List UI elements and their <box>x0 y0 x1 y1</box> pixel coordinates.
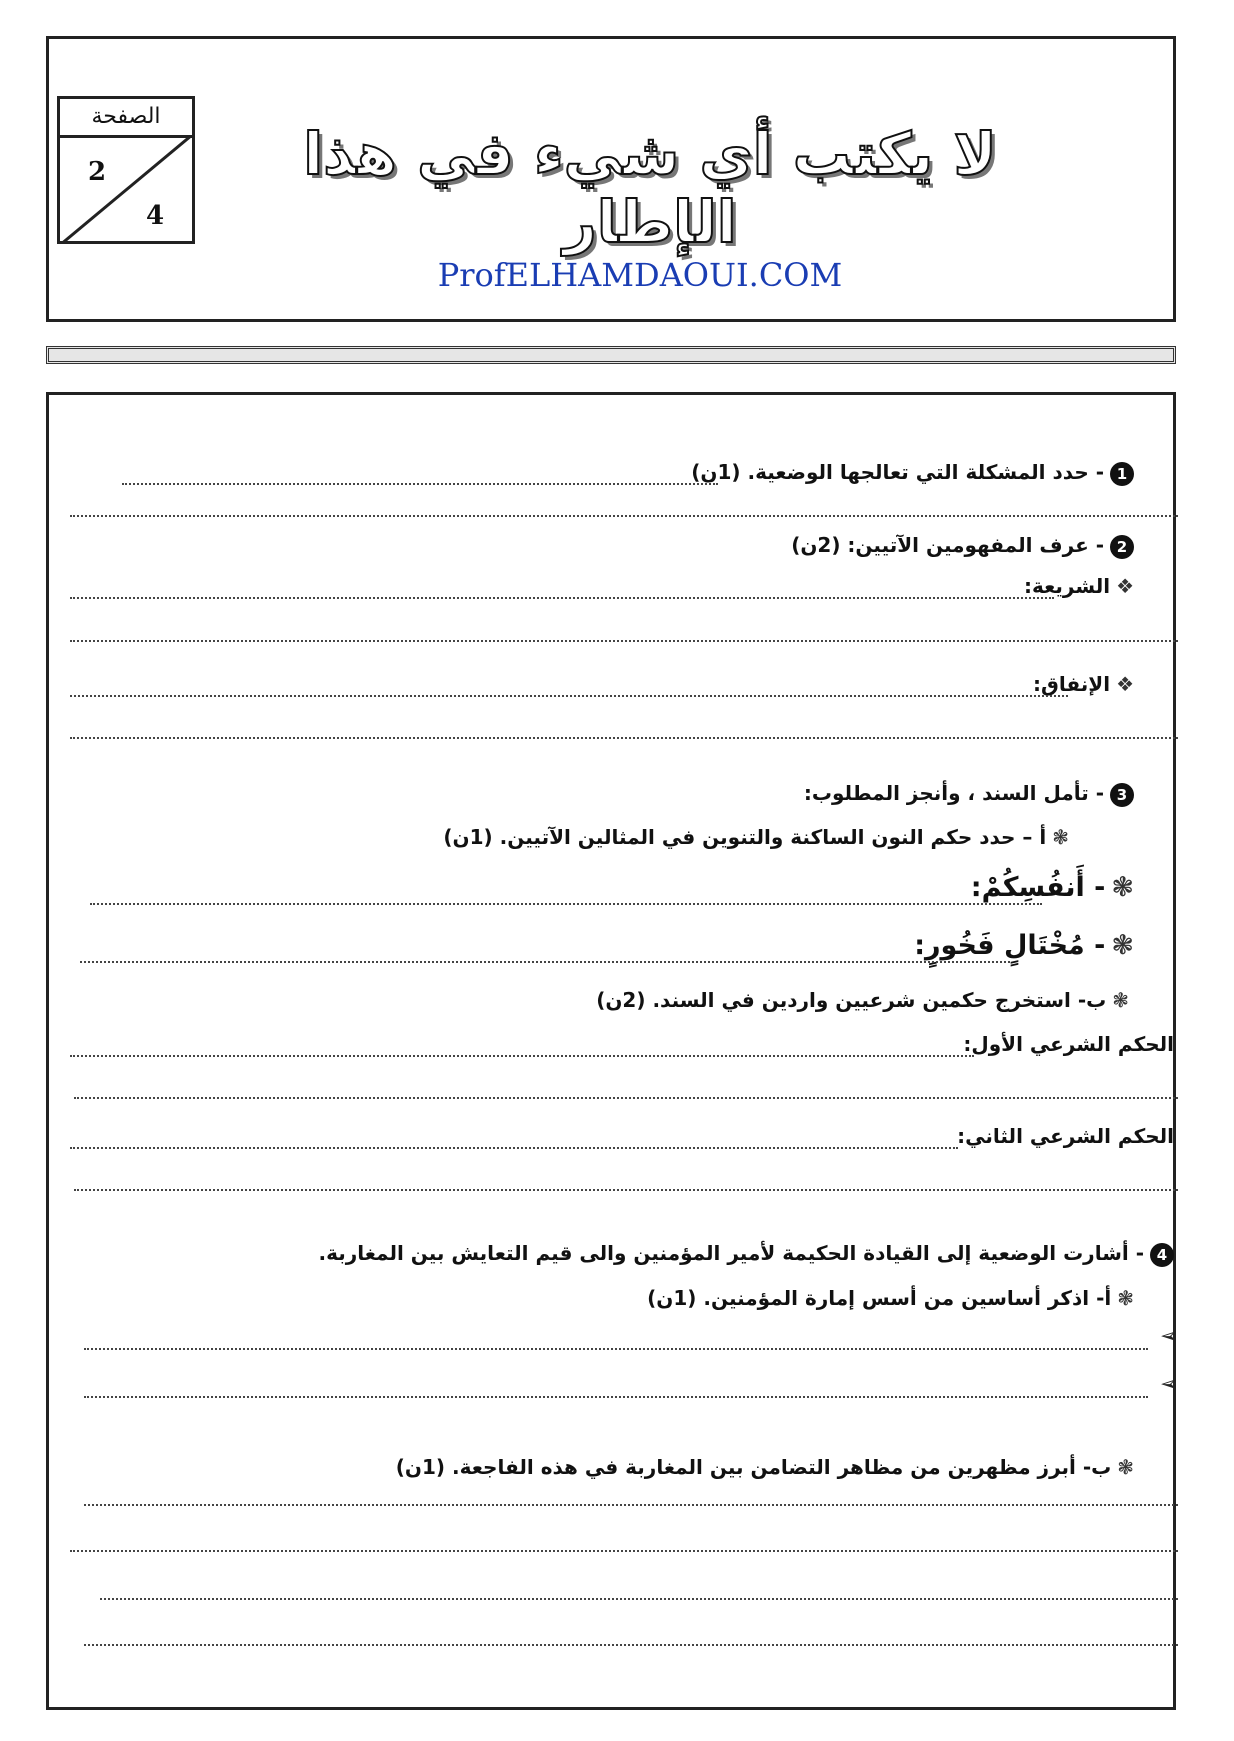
answer-line[interactable] <box>90 903 1042 905</box>
question-3-part-b <box>596 988 1129 1012</box>
question-4-part-b-text: ب- أبرز مظهرين من مظاهر التضامن بين المغاربة في هذه الفاجعة. (1ن) <box>395 1455 1112 1479</box>
page-number: 2 <box>88 157 107 187</box>
diamond-bullet-icon: ❖ <box>1116 672 1134 696</box>
answer-line[interactable] <box>70 1055 974 1057</box>
answer-line[interactable] <box>84 1348 1148 1350</box>
example-2-text: - مُخْتَالٍ فَخُورٍ: <box>914 930 1106 961</box>
website-text: ProfELHAMDAOUI.COM <box>437 256 843 294</box>
question-1 <box>691 460 1134 486</box>
question-4 <box>318 1241 1174 1267</box>
ruling-1-label: الحكم الشرعي الأول: <box>963 1032 1174 1056</box>
ruling-2-label: الحكم الشرعي الثاني: <box>957 1124 1174 1148</box>
term-infaq-label: الإنفاق: <box>1033 672 1111 696</box>
flower-bullet-icon: ❃ <box>1111 872 1134 903</box>
question-3-text: - تأمل السند ، وأنجز المطلوب: <box>803 781 1104 805</box>
answer-line[interactable] <box>70 1147 958 1149</box>
question-number-2: 2 <box>1110 535 1134 559</box>
question-number-3: 3 <box>1110 783 1134 807</box>
term-infaq <box>1033 672 1134 696</box>
question-3-part-b-text: ب- استخرج حكمين شرعيين واردين في السند. (2ن) <box>596 988 1107 1012</box>
answer-line[interactable] <box>84 1396 1148 1398</box>
answer-line[interactable] <box>70 695 1068 697</box>
question-number-4: 4 <box>1150 1243 1174 1267</box>
answer-line[interactable] <box>122 483 718 485</box>
question-4-part-a <box>647 1286 1134 1310</box>
question-4-part-a-text: أ- اذكر أساسين من أسس إمارة المؤمنين. (1ن) <box>647 1286 1112 1310</box>
answer-line[interactable] <box>100 1598 1178 1600</box>
example-1-text: - أَنفُسِكُمْ: <box>970 872 1106 903</box>
example-anfusikum <box>971 872 1134 903</box>
question-2-text: - عرف المفهومين الآتيين: (2ن) <box>791 533 1104 557</box>
ruling-2 <box>957 1124 1174 1148</box>
flower-bullet-icon: ❃ <box>1052 825 1069 849</box>
flower-bullet-icon: ❃ <box>1111 930 1134 961</box>
answer-line[interactable] <box>80 961 1010 963</box>
answer-line[interactable] <box>70 597 1054 599</box>
answer-line[interactable] <box>70 1550 1178 1552</box>
header-title: لا يكتب أي شيء في هذا الإطار <box>303 120 997 256</box>
answer-line[interactable] <box>70 515 1178 517</box>
ruling-1 <box>963 1032 1174 1056</box>
question-3-part-a-text: أ – حدد حكم النون الساكنة والتنوين في المثالين الآتيين. (1ن) <box>443 825 1047 849</box>
page-box-diagonal <box>60 135 192 244</box>
page-number-box <box>57 96 195 244</box>
flower-bullet-icon: ❃ <box>1117 1286 1134 1310</box>
answer-line[interactable] <box>70 737 1178 739</box>
flower-bullet-icon: ❃ <box>1112 988 1129 1012</box>
page-label: الصفحة <box>60 99 192 138</box>
question-3 <box>804 781 1134 807</box>
arrow-bullet-icon: ➢ <box>1160 1324 1179 1349</box>
example-mukhtal <box>914 930 1134 961</box>
question-2 <box>791 533 1134 559</box>
question-4-text: - أشارت الوضعية إلى القيادة الحكيمة لأمير المؤمنين والى قيم التعايش بين المغاربة. <box>318 1241 1144 1265</box>
question-number-1: 1 <box>1110 462 1134 486</box>
term-sharia <box>1024 574 1134 598</box>
flower-bullet-icon: ❃ <box>1117 1455 1134 1479</box>
page-total: 4 <box>146 201 165 231</box>
question-3-part-a <box>443 825 1069 849</box>
answer-line[interactable] <box>84 1504 1178 1506</box>
question-4-part-b <box>396 1455 1134 1479</box>
term-sharia-label: الشريعة: <box>1023 574 1111 598</box>
answer-line[interactable] <box>74 1189 1178 1191</box>
diamond-bullet-icon: ❖ <box>1116 574 1134 598</box>
question-1-text: - حدد المشكلة التي تعالجها الوضعية. (1ن) <box>691 460 1104 484</box>
answer-line[interactable] <box>84 1644 1178 1646</box>
header-divider <box>46 346 1176 364</box>
answer-line[interactable] <box>70 640 1178 642</box>
answer-line[interactable] <box>74 1097 1178 1099</box>
arrow-bullet-icon: ➢ <box>1160 1372 1179 1397</box>
